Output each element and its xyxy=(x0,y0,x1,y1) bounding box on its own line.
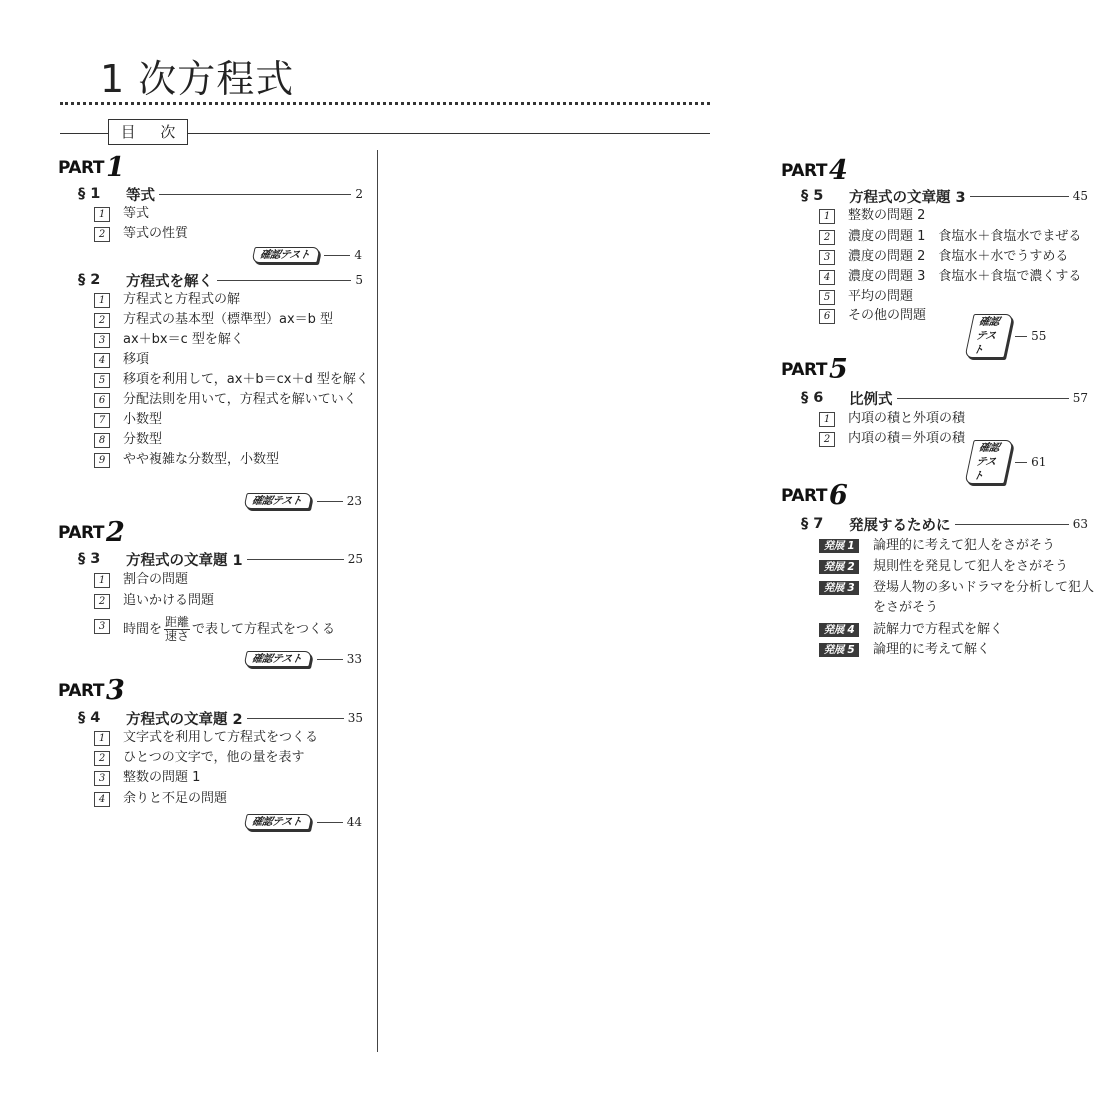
section-number: § 3 xyxy=(78,551,101,567)
part-word: PART xyxy=(781,486,827,506)
toc-item[interactable] xyxy=(94,768,200,788)
section-entry[interactable] xyxy=(78,549,363,569)
item-text: 内項の積＝外項の積 xyxy=(848,431,966,446)
item-text: 濃度の問題 3 食塩水＋食塩で濃くする xyxy=(848,269,1082,284)
check-test-page: 55 xyxy=(1031,329,1047,343)
check-test-badge: 確認テスト xyxy=(964,314,1013,358)
item-number-box: 8 xyxy=(94,433,110,448)
development-text: 論理的に考えて犯人をさがそう xyxy=(873,538,1056,553)
section-entry[interactable] xyxy=(78,270,363,290)
item-text: その他の問題 xyxy=(848,308,927,323)
part-word: PART xyxy=(781,360,827,380)
section-number: § 7 xyxy=(801,516,824,532)
section-page: 35 xyxy=(347,711,363,725)
check-test-page: 23 xyxy=(346,494,362,508)
toc-item[interactable] xyxy=(94,204,149,224)
check-test-badge: 確認テスト xyxy=(243,651,312,667)
toc-item[interactable] xyxy=(94,591,214,611)
item-text: 等式 xyxy=(123,206,150,221)
section-page: 2 xyxy=(355,187,363,201)
check-test-badge: 確認テスト xyxy=(251,247,320,263)
check-test-page: 61 xyxy=(1031,455,1047,469)
toc-item[interactable] xyxy=(94,370,369,390)
item-text: 移項 xyxy=(123,352,150,367)
toc-item[interactable] xyxy=(94,430,162,450)
column-divider xyxy=(377,150,378,1052)
development-item[interactable] xyxy=(819,557,1103,577)
part-word: PART xyxy=(58,681,104,701)
leader-line xyxy=(159,194,351,195)
part-heading xyxy=(781,354,847,385)
item-text: 濃度の問題 1 食塩水＋食塩水でまぜる xyxy=(848,229,1082,244)
toc-item[interactable] xyxy=(819,429,965,449)
check-test-badge: 確認テスト xyxy=(964,440,1013,484)
section-entry[interactable] xyxy=(78,184,363,204)
item-number-box: 6 xyxy=(819,309,835,324)
fraction-denominator: 速さ xyxy=(165,629,190,643)
item-number-box: 6 xyxy=(94,393,110,408)
item-text: やや複雑な分数型，小数型 xyxy=(123,452,280,467)
item-number-box: 1 xyxy=(819,412,835,427)
section-number: § 5 xyxy=(801,188,824,204)
fraction-numerator: 距離 xyxy=(165,615,190,629)
development-text: 規則性を発見して犯人をさがそう xyxy=(873,559,1069,574)
item-text: 余りと不足の問題 xyxy=(123,791,228,806)
leader-line xyxy=(970,196,1069,197)
leader-line xyxy=(217,280,351,281)
item-text-post: で表して方程式をつくる xyxy=(192,622,336,637)
toc-item[interactable] xyxy=(819,287,913,307)
section-title: 方程式の文章題 1 xyxy=(126,552,243,569)
section-title: 方程式を解く xyxy=(126,273,213,290)
item-number-box: 9 xyxy=(94,453,110,468)
toc-item[interactable] xyxy=(94,310,333,330)
section-page: 57 xyxy=(1072,391,1088,405)
section-number: § 1 xyxy=(78,186,101,202)
item-text: ひとつの文字で，他の量を表す xyxy=(123,750,305,765)
check-test-page: 33 xyxy=(346,652,362,666)
leader-line xyxy=(324,255,350,256)
item-text: 移項を利用して，ax＋b＝cx＋d 型を解く xyxy=(123,372,369,387)
development-item[interactable] xyxy=(819,578,1103,618)
section-page: 63 xyxy=(1072,517,1088,531)
item-number-box: 2 xyxy=(94,313,110,328)
item-text: 追いかける問題 xyxy=(123,593,215,608)
part-heading xyxy=(781,480,847,511)
item-text: 分数型 xyxy=(123,432,163,447)
part-number: 1 xyxy=(105,152,125,183)
item-text: 内項の積と外項の積 xyxy=(848,411,966,426)
item-text: 整数の問題 1 xyxy=(123,770,201,785)
development-item[interactable] xyxy=(819,620,1103,640)
development-badge: 発展 1 xyxy=(819,539,859,553)
item-number-box: 2 xyxy=(94,594,110,609)
part-number: 5 xyxy=(828,354,848,385)
check-test-entry[interactable] xyxy=(245,813,362,831)
part-number: 2 xyxy=(105,517,125,548)
section-title: 発展するために xyxy=(849,517,951,534)
check-test-entry[interactable] xyxy=(245,492,362,510)
development-text: 論理的に考えて解く xyxy=(873,642,991,657)
leader-line xyxy=(897,398,1069,399)
item-number-box: 3 xyxy=(94,333,110,348)
section-page: 45 xyxy=(1072,189,1088,203)
section-entry[interactable] xyxy=(78,708,363,728)
section-title: 等式 xyxy=(126,187,155,204)
item-text: 割合の問題 xyxy=(123,572,189,587)
toc-item[interactable] xyxy=(819,409,965,429)
item-number-box: 3 xyxy=(94,771,110,786)
item-number-box: 3 xyxy=(94,619,110,634)
section-number: § 2 xyxy=(78,272,101,288)
item-number-box: 1 xyxy=(819,209,835,224)
item-text: 平均の問題 xyxy=(848,289,914,304)
item-number-box: 3 xyxy=(819,250,835,265)
item-text-pre: 時間を xyxy=(123,622,163,637)
toc-item[interactable] xyxy=(94,450,279,470)
check-test-badge: 確認テスト xyxy=(243,493,312,509)
toc-item[interactable] xyxy=(94,728,318,748)
item-number-box: 1 xyxy=(94,731,110,746)
part-number: 4 xyxy=(828,155,848,186)
part-heading xyxy=(58,675,124,706)
leader-line xyxy=(247,559,344,560)
development-badge: 発展 4 xyxy=(819,623,859,637)
development-item[interactable] xyxy=(819,536,1103,556)
item-text: 濃度の問題 2 食塩水＋水でうすめる xyxy=(848,249,1069,264)
item-number-box: 2 xyxy=(819,432,835,447)
part-heading xyxy=(58,152,124,183)
toc-item[interactable] xyxy=(94,390,357,410)
toc-heading: 目 次 xyxy=(108,119,188,145)
leader-line xyxy=(955,524,1069,525)
toc-item[interactable] xyxy=(94,570,188,590)
development-badge: 発展 5 xyxy=(819,643,859,657)
item-text: ax＋bx＝c 型を解く xyxy=(123,332,244,347)
item-number-box: 2 xyxy=(94,227,110,242)
section-entry[interactable] xyxy=(801,514,1088,534)
development-item[interactable] xyxy=(819,640,1103,660)
item-text: 分配法則を用いて，方程式を解いていく xyxy=(123,392,357,407)
toc-item[interactable] xyxy=(94,789,227,809)
dotted-rule xyxy=(60,102,710,105)
development-badge: 発展 3 xyxy=(819,581,859,595)
part-word: PART xyxy=(58,158,104,178)
item-number-box: 2 xyxy=(819,230,835,245)
toc-item[interactable] xyxy=(94,290,240,310)
part-number: 6 xyxy=(828,480,848,511)
leader-line xyxy=(317,501,343,502)
toc-item[interactable] xyxy=(94,350,149,370)
item-text: 方程式と方程式の解 xyxy=(123,292,241,307)
item-number-box: 1 xyxy=(94,293,110,308)
leader-line xyxy=(247,718,344,719)
item-text: 方程式の基本型（標準型）ax＝b 型 xyxy=(123,312,334,327)
check-test-entry[interactable] xyxy=(245,650,362,668)
item-text xyxy=(123,616,335,643)
part-number: 3 xyxy=(105,675,125,706)
toc-item[interactable] xyxy=(819,267,1081,287)
item-text: 等式の性質 xyxy=(123,226,189,241)
toc-item[interactable] xyxy=(819,247,1068,267)
item-number-box: 2 xyxy=(94,751,110,766)
item-number-box: 5 xyxy=(819,290,835,305)
toc-item[interactable] xyxy=(94,224,188,244)
toc-item[interactable] xyxy=(819,206,925,226)
check-test-page: 4 xyxy=(354,248,362,262)
item-number-box: 4 xyxy=(94,792,110,807)
check-test-badge: 確認テスト xyxy=(243,814,312,830)
section-title: 比例式 xyxy=(849,391,893,408)
section-page: 25 xyxy=(347,552,363,566)
part-word: PART xyxy=(781,161,827,181)
section-entry[interactable] xyxy=(801,388,1088,408)
check-test-entry[interactable] xyxy=(969,316,1047,356)
toc-item[interactable] xyxy=(819,227,1081,247)
item-text: 文字式を利用して方程式をつくる xyxy=(123,730,319,745)
toc-item[interactable] xyxy=(819,306,926,326)
item-number-box: 4 xyxy=(819,270,835,285)
section-title: 方程式の文章題 3 xyxy=(849,189,966,206)
part-word: PART xyxy=(58,523,104,543)
toc-item[interactable] xyxy=(94,748,304,768)
section-number: § 6 xyxy=(801,390,824,406)
toc-item[interactable] xyxy=(94,410,162,430)
item-number-box: 1 xyxy=(94,573,110,588)
check-test-entry[interactable] xyxy=(253,246,362,264)
page-title: 1 次方程式 xyxy=(100,57,295,101)
section-number: § 4 xyxy=(78,710,101,726)
item-text: 小数型 xyxy=(123,412,163,427)
item-text: 整数の問題 2 xyxy=(848,208,926,223)
item-number-box: 1 xyxy=(94,207,110,222)
leader-line xyxy=(1015,462,1027,463)
item-number-box: 4 xyxy=(94,353,110,368)
section-page: 5 xyxy=(355,273,363,287)
toc-item[interactable] xyxy=(94,330,244,350)
check-test-entry[interactable] xyxy=(969,442,1047,482)
development-badge: 発展 2 xyxy=(819,560,859,574)
fraction xyxy=(164,616,190,643)
item-number-box: 7 xyxy=(94,413,110,428)
toc-item[interactable] xyxy=(94,616,335,643)
part-heading xyxy=(58,517,124,548)
check-test-page: 44 xyxy=(346,815,362,829)
development-text: 読解力で方程式を解く xyxy=(873,622,1004,637)
section-entry[interactable] xyxy=(801,186,1088,206)
section-title: 方程式の文章題 2 xyxy=(126,711,243,728)
leader-line xyxy=(317,659,343,660)
leader-line xyxy=(317,822,343,823)
leader-line xyxy=(1015,336,1027,337)
development-text: 登場人物の多いドラマを分析して犯人をさがそう xyxy=(873,580,1095,615)
part-heading xyxy=(781,155,847,186)
item-number-box: 5 xyxy=(94,373,110,388)
